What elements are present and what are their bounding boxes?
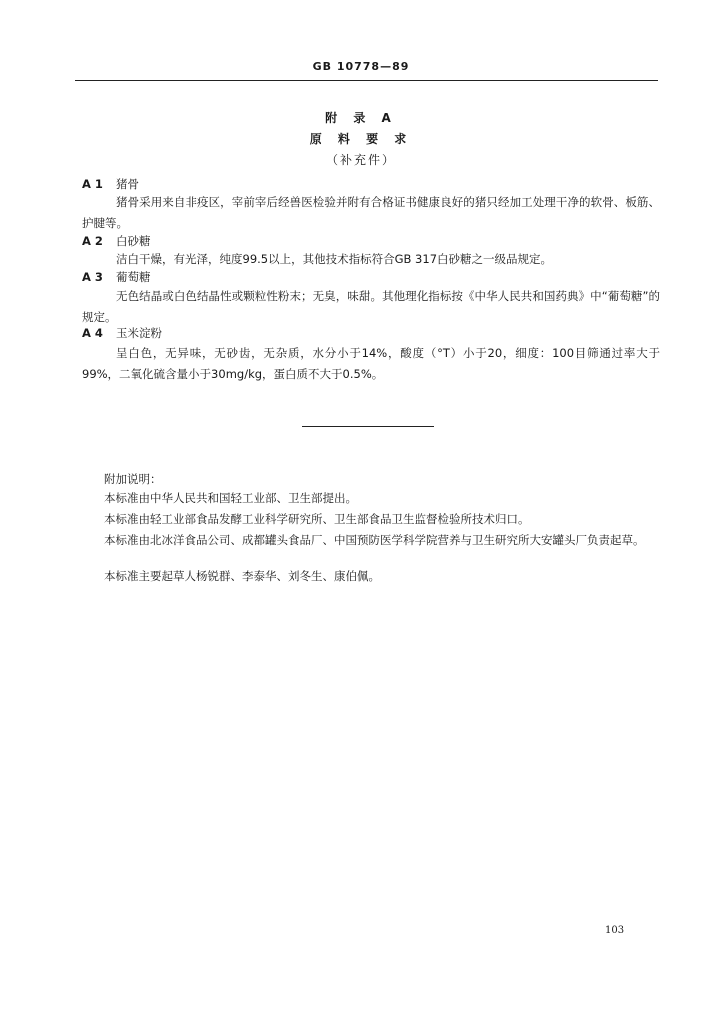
section-text-a3: 无色结晶或白色结晶性或颗粒性粉末；无臭，味甜。其他理化指标按《中华人民共和国药典》中“葡萄糖”的规定。 [82, 289, 660, 324]
section-title: 玉米淀粉 [116, 326, 162, 340]
additional-line-2: 本标准由轻工业部食品发酵工业科学研究所、卫生部食品卫生监督检验所技术归口。 [104, 512, 530, 526]
additional-title: 附加说明： [104, 472, 162, 486]
section-heading-a3 [82, 269, 151, 285]
appendix-note: （补充件） [325, 153, 396, 167]
section-title: 猪骨 [116, 177, 139, 191]
section-text-a4: 呈白色，无异味，无砂齿，无杂质，水分小于14%，酸度（°T）小于20，细度：100目筛通过率大于99%，二氧化硫含量小于30mg/kg，蛋白质不大于0.5%。 [82, 346, 660, 381]
section-heading-a1 [82, 176, 139, 192]
section-title: 白砂糖 [116, 234, 151, 248]
divider [302, 426, 434, 427]
section-heading-a2 [82, 233, 151, 249]
appendix-subtitle: 原 料 要 求 [309, 132, 413, 146]
section-heading-a4 [82, 325, 162, 341]
section-text-a1: 猪骨采用来自非疫区，宰前宰后经兽医检验并附有合格证书健康良好的猪只经加工处理干净的软骨、板筋、护腱等。 [82, 195, 660, 230]
section-number: A 3 [82, 270, 103, 284]
additional-line-1: 本标准由中华人民共和国轻工业部、卫生部提出。 [104, 491, 357, 505]
appendix-title: 附 录 A [325, 111, 397, 125]
additional-line-3: 本标准由北冰洋食品公司、成都罐头食品厂、中国预防医学科学院营养与卫生研究所大安罐头厂负责起草。 [104, 533, 645, 547]
section-number: A 1 [82, 177, 103, 191]
header-code: GB 10778—89 [312, 60, 410, 73]
section-text-a2: 洁白干燥，有光泽，纯度99.5以上，其他技术指标符合GB 317白砂糖之一级品规定。 [116, 252, 553, 266]
page-number: 103 [605, 925, 625, 936]
section-number: A 2 [82, 234, 103, 248]
section-number: A 4 [82, 326, 103, 340]
additional-line-4: 本标准主要起草人杨锐群、李泰华、刘冬生、康伯佩。 [104, 569, 380, 583]
header-rule [75, 80, 658, 81]
section-title: 葡萄糖 [116, 270, 151, 284]
